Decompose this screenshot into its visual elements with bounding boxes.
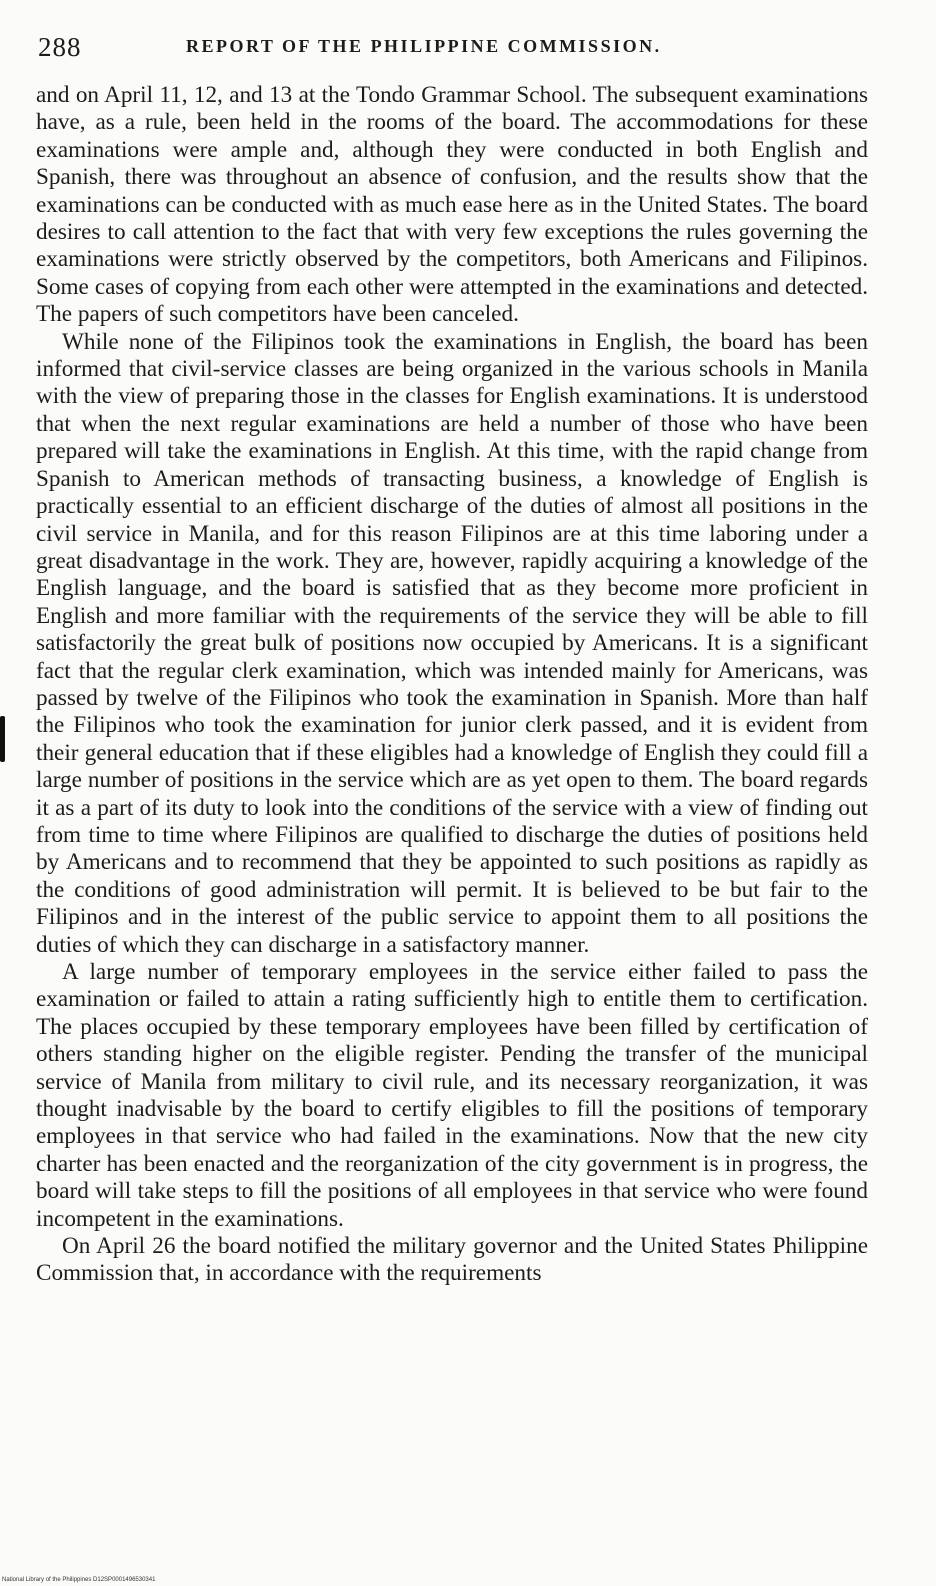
margin-scan-mark (0, 716, 5, 762)
page-header (38, 30, 868, 66)
scan-source-line: National Library of the Philippines D12SP0001496530341 (2, 1577, 156, 1583)
paragraph-filipinos-english: While none of the Filipinos took the examinations in English, the board has been informed that civil-service classes are being organized in the various schools in Manila with the view of preparing those in the classes for English examinations. It is understood that when the next regular examinations are held a number of those who have been prepared will take the examinations in English. At this time, with the rapid change from Spanish to American methods of transacting business, a knowledge of English is practically essential to an efficient discharge of the duties of almost all positions in the civil service in Manila, and for this reason Filipinos are at this time laboring under a great disadvantage in the work. They are, however, rapidly acquiring a knowledge of the English language, and the board is satisfied that as they become more proficient in English and more familiar with the requirements of the service they will be able to fill satisfactorily the great bulk of positions now occupied by Americans. It is a significant fact that the regular clerk examination, which was intended mainly for Americans, was passed by twelve of the Filipinos who took the examination in Spanish. More than half the Filipinos who took the examination for junior clerk passed, and it is evident from their general education that if these eligibles had a knowledge of English they could fill a large number of positions in the service which are as yet open to them. The board regards it as a part of its duty to look into the conditions of the service with a view of finding out from time to time where Filipinos are qualified to discharge the duties of positions held by Americans and to recommend that they be appointed to such positions as rapidly as the conditions of good administration will permit. It is believed to be but fair to the Filipinos and in the interest of the public service to appoint them to all positions the duties of which they can discharge in a satisfactory manner. (36, 328, 868, 958)
running-title: REPORT OF THE PHILIPPINE COMMISSION. (186, 36, 662, 56)
paragraph-april-26: On April 26 the board notified the military governor and the United States Philippine Commission that, in accordance with the requirements (36, 1233, 868, 1287)
paragraph-continued: and on April 11, 12, and 13 at the Tondo Grammar School. The subsequent examinations have, as a rule, been held in the rooms of the board. The accommodations for these examinations were ample and, although they were conducted in both English and Spanish, there was throughout an absence of confusion, and the results show that the examinations can be conducted with as much ease here as in the United States. The board desires to call attention to the fact that with very few exceptions the rules governing the examinations were strictly observed by the competitors, both Americans and Filipinos. Some cases of copying from each other were attempted in the examinations and detected. The papers of such competitors have been canceled. (36, 82, 868, 328)
paragraph-temporary-employees: A large number of temporary employees in the service either failed to pass the examination or failed to attain a rating sufficiently high to entitle them to certification. The places occupied by these temporary employees have been filled by certification of others standing higher on the eligible register. Pending the transfer of the municipal service of Manila from military to civil rule, and its necessary reorganization, it was thought inadvisable by the board to certify eligibles to fill the positions of temporary employees in that service who had failed in the examinations. Now that the new city charter has been enacted and the reorganization of the city government is in progress, the board will take steps to fill the positions of all employees in that service who were found incompetent in the examinations. (36, 959, 868, 1232)
page-number: 288 (38, 32, 82, 62)
body-text (36, 82, 868, 1288)
